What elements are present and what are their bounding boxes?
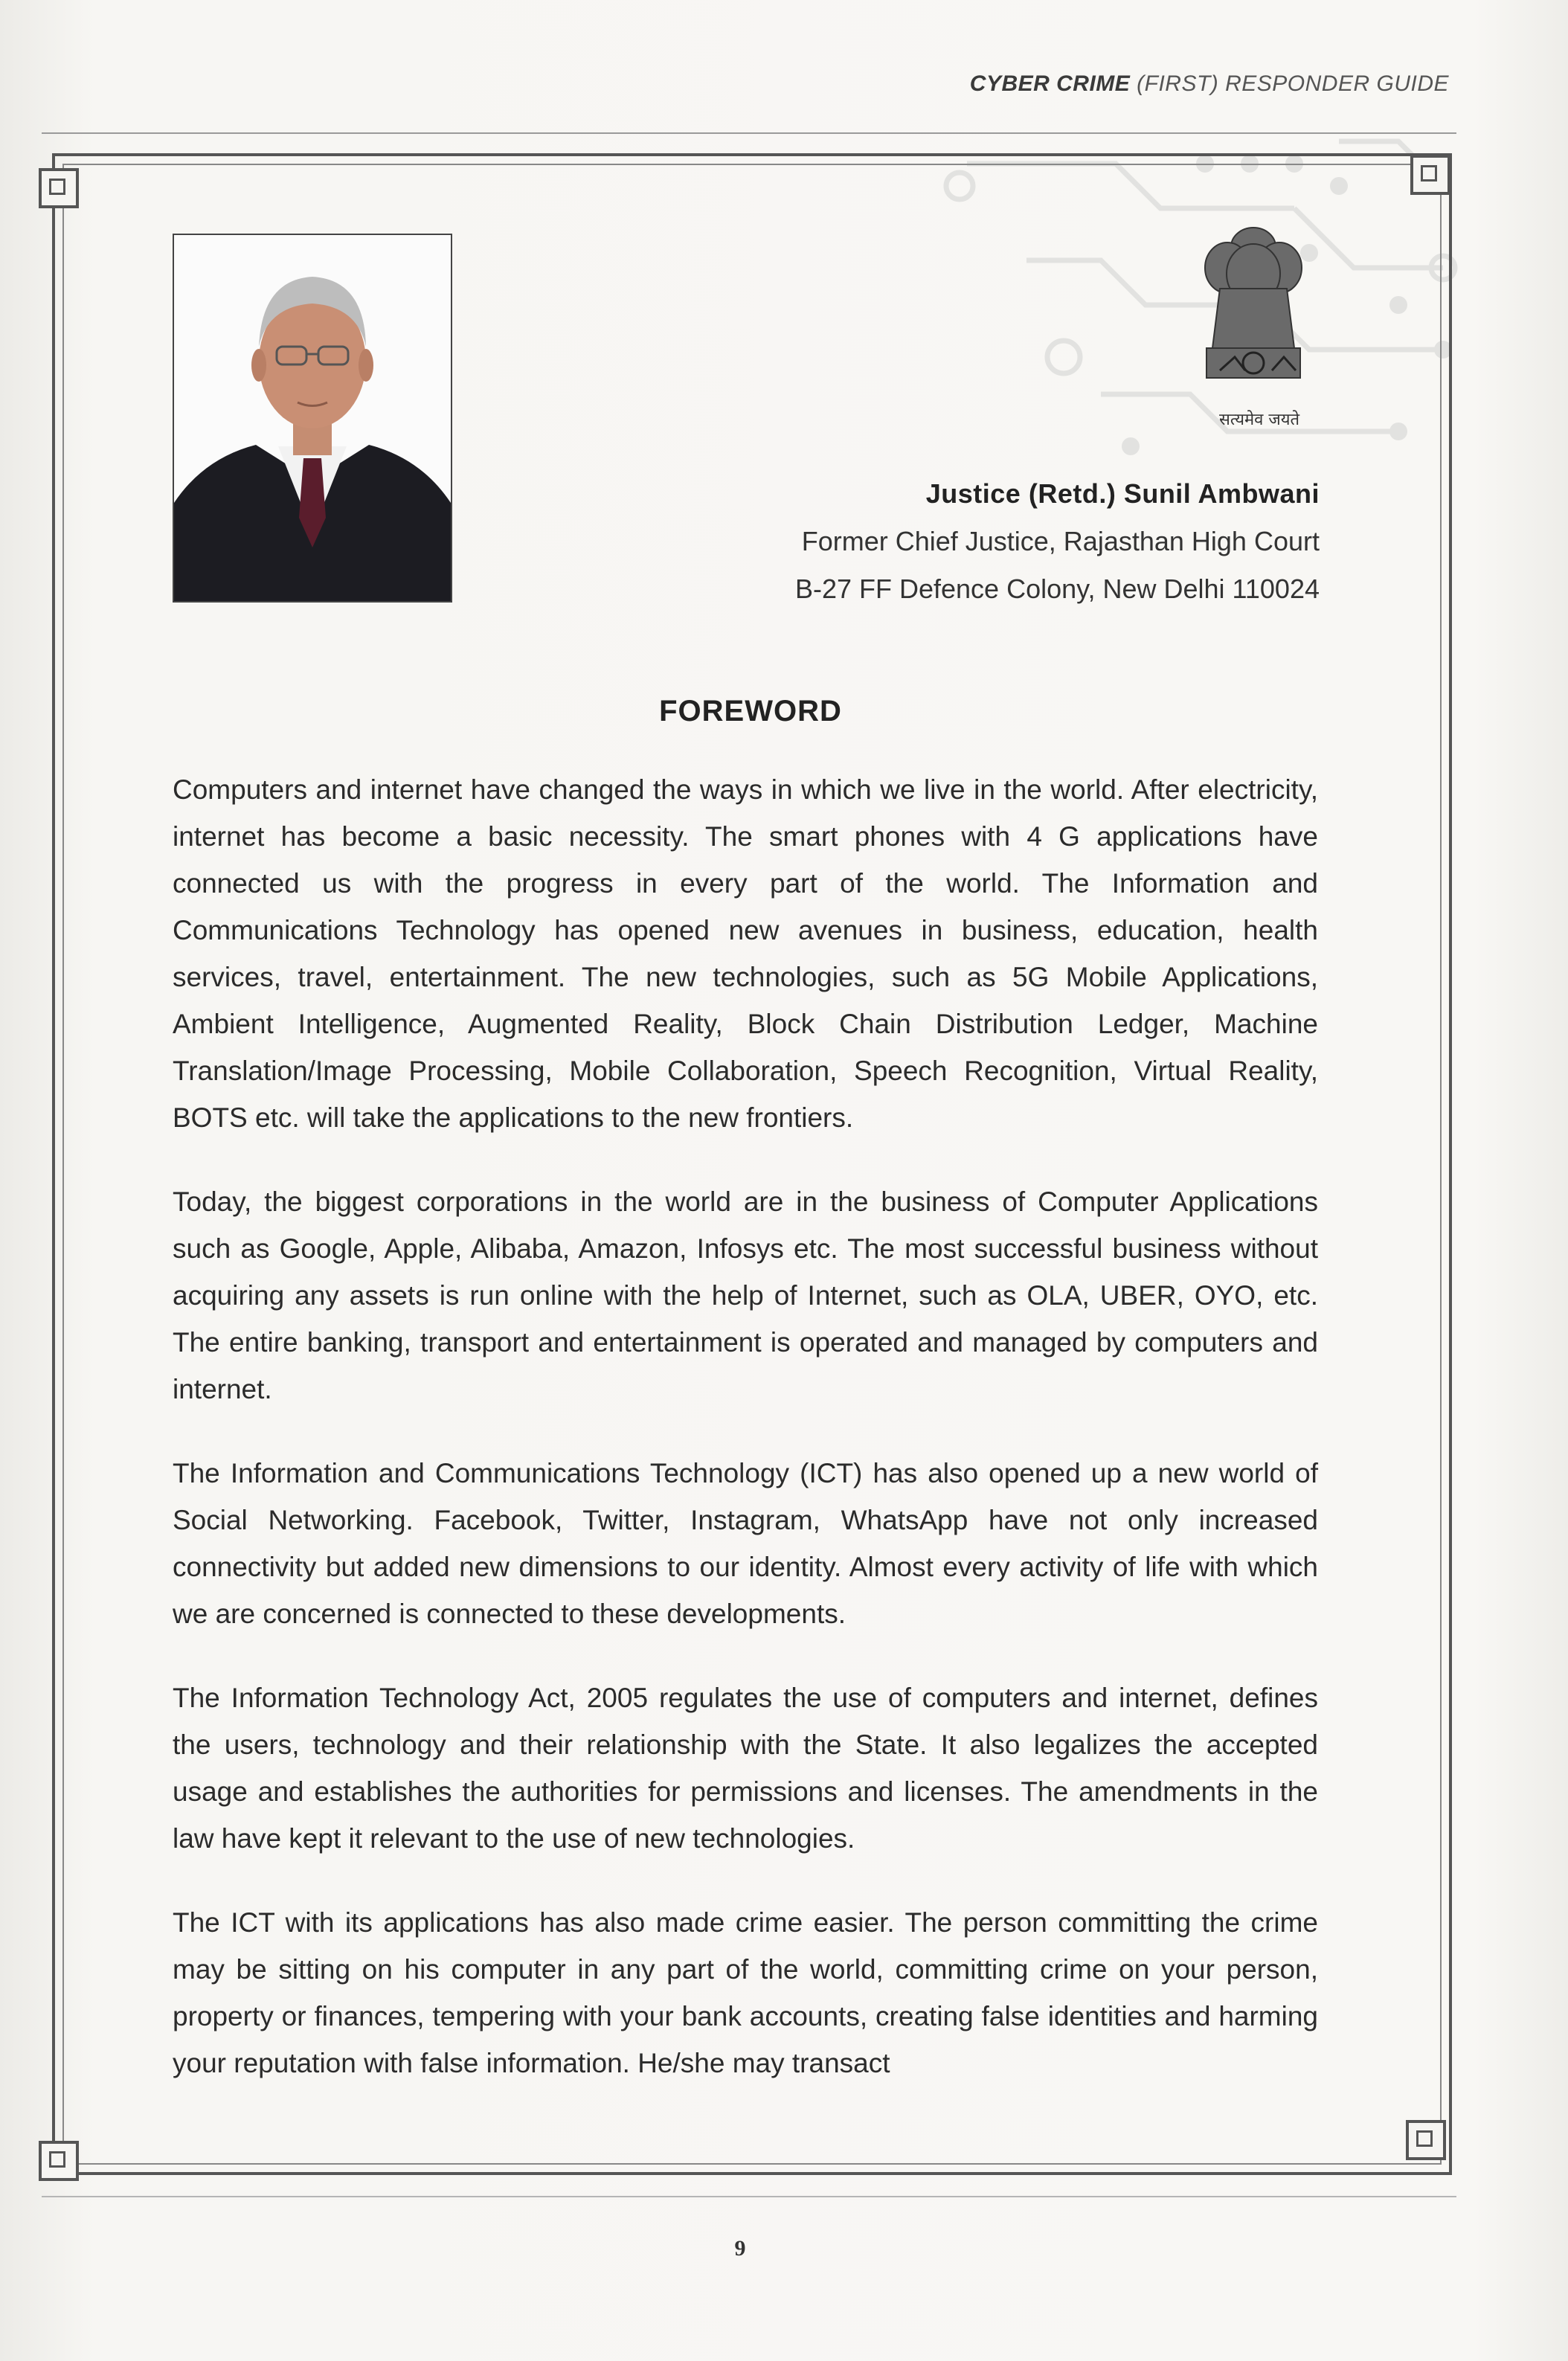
page-number: 9 <box>734 2236 746 2261</box>
emblem-motto: सत्यमेव जयते <box>1218 411 1300 429</box>
running-header <box>970 71 1449 97</box>
paragraph: The ICT with its applications has also made crime easier. The person committing the crime may be sitting on his computer in any part of the world, committing crime on your person, property or finances, tempering with your bank accounts, creating false identities and harming your reputation with false information. He/she may transact <box>173 1907 1318 2078</box>
author-portrait <box>173 234 452 603</box>
signatory-block <box>795 470 1320 613</box>
national-emblem <box>1190 222 1317 423</box>
paragraph: The Information Technology Act, 2005 regulates the use of computers and internet, defines the users, technology and their relationship with the State. It also legalizes the accepted usage and establishes the authorities for permissions and licenses. The amendments in the law have kept it relevant to the use of new technologies. <box>173 1683 1318 1854</box>
footer-rule <box>42 2196 1456 2197</box>
paragraph: Computers and internet have changed the ways in which we live in the world. After electricity, internet has become a basic necessity. The smart phones with 4 G applications have connected us with the progress in every part of the world. The Information and Communications Technology has opened new avenues in business, education, health services, travel, entertainment. The new technologies, such as 5G Mobile Applications, Ambient Intelligence, Augmented Reality, Block Chain Distribution Ledger, Machine Translation/Image Processing, Mobile Collaboration, Speech Recognition, Virtual Reality, BOTS etc. will take the applications to the new frontiers. <box>173 774 1318 1133</box>
paragraph: Today, the biggest corporations in the world are in the business of Computer Applications such as Google, Apple, Alibaba, Amazon, Infosys etc. The most successful business without acquiring any assets is run online with the help of Internet, such as OLA, UBER, OYO, etc. The entire banking, transport and entertainment is operated and managed by computers and internet. <box>173 1186 1318 1404</box>
header-suffix: RESPONDER GUIDE <box>1225 71 1449 96</box>
header-prefix: CYBER CRIME <box>969 71 1131 96</box>
foreword-body <box>173 766 1318 2124</box>
signatory-name: Justice (Retd.) Sunil Ambwani <box>925 478 1320 509</box>
signatory-address: B-27 FF Defence Colony, New Delhi 110024 <box>794 574 1320 604</box>
header-middle: (FIRST) <box>1130 71 1226 96</box>
page-title: FOREWORD <box>659 695 842 727</box>
signatory-designation: Former Chief Justice, Rajasthan High Court <box>801 526 1320 556</box>
border-corner-ornament <box>1410 155 1450 195</box>
border-corner-ornament <box>39 2141 79 2181</box>
border-corner-ornament <box>1406 2120 1446 2160</box>
border-corner-ornament <box>39 168 79 208</box>
paragraph: The Information and Communications Technology (ICT) has also opened up a new world of Social Networking. Facebook, Twitter, Instagram, WhatsApp have not only increased connectivity but added new dimensions to our identity. Almost every activity of life with which we are concerned is connected to these developments. <box>173 1458 1318 1629</box>
